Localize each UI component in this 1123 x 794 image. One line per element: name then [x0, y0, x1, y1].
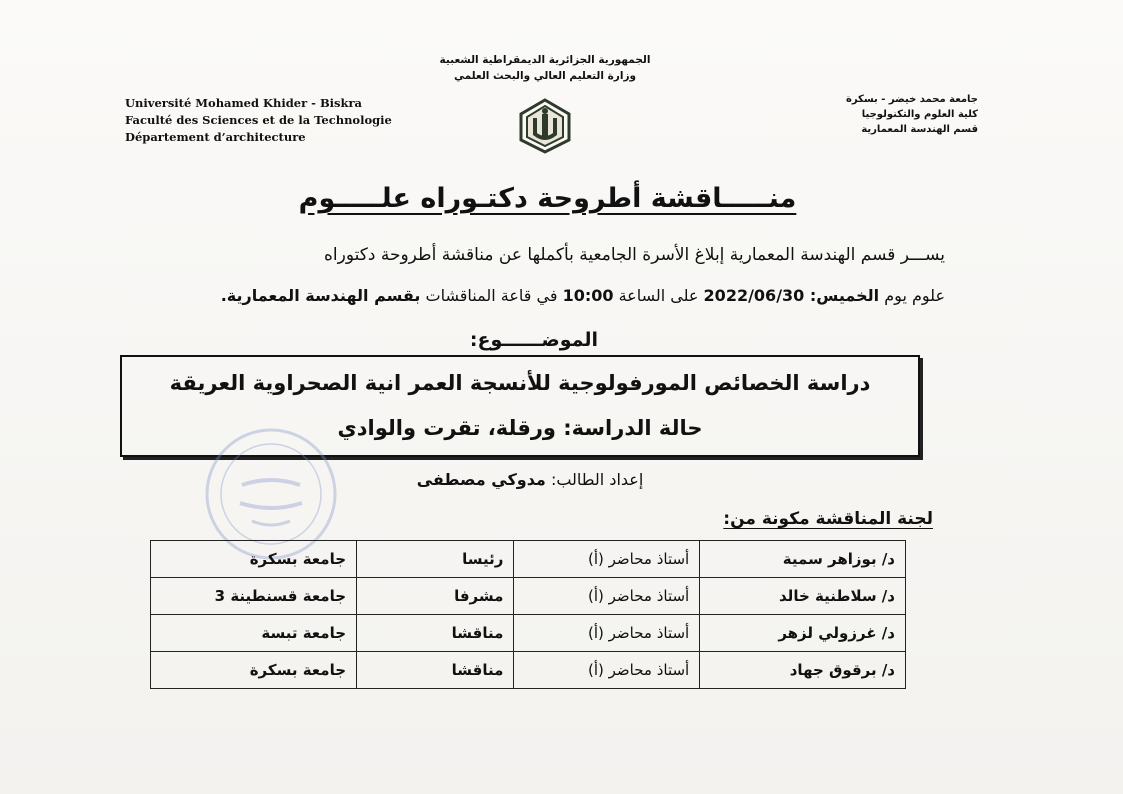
table-row	[151, 652, 906, 689]
intro-line-1: يســـر قسم الهندسة المعمارية إبلاغ الأسرة الجامعية بأكملها عن مناقشة أطروحة دكتوراه	[324, 245, 945, 265]
intro-text-a: علوم يوم	[884, 286, 945, 305]
member-rank: أستاذ محاضر (أ)	[514, 578, 700, 615]
university-name-ar: جامعة محمد خيضر - بسكرة	[845, 94, 978, 105]
member-role: رئيسا	[357, 541, 514, 578]
republic-header	[425, 52, 665, 84]
subject-case-study: حالة الدراسة: ورقلة، تقرت والوادي	[337, 416, 703, 440]
member-rank: أستاذ محاضر (أ)	[514, 652, 700, 689]
ministry-name: وزارة التعليم العالي والبحث العلمي	[453, 70, 637, 82]
intro-text-e: في قاعة المناقشات	[425, 286, 558, 305]
subject-label: الموضــــــوع:	[469, 329, 598, 351]
table-row	[151, 615, 906, 652]
student-line	[380, 468, 680, 492]
member-university: جامعة قسنطينة 3	[151, 578, 357, 615]
arabic-header	[758, 92, 978, 137]
defense-time: 10:00	[562, 286, 614, 305]
table-row	[151, 541, 906, 578]
member-rank: أستاذ محاضر (أ)	[514, 615, 700, 652]
defense-date: الخميس: 2022/06/30	[703, 286, 880, 305]
defense-location: بقسم الهندسة المعمارية.	[220, 286, 421, 305]
member-role: مناقشا	[357, 615, 514, 652]
intro-line-2	[145, 283, 945, 309]
university-name-fr: Université Mohamed Khider - Biskra	[125, 96, 362, 110]
member-name: د/ برقوق جهاد	[700, 652, 906, 689]
student-label: إعداد الطالب:	[550, 470, 644, 489]
committee-title: لجنة المناقشة مكونة من:	[723, 509, 933, 529]
member-university: جامعة بسكرة	[151, 541, 357, 578]
member-name: د/ بوزاهر سمية	[700, 541, 906, 578]
faculty-name-fr: Faculté des Sciences et de la Technologie	[125, 113, 392, 127]
intro-text-c: على الساعة	[618, 286, 699, 305]
member-rank: أستاذ محاضر (أ)	[514, 541, 700, 578]
member-university: جامعة بسكرة	[151, 652, 357, 689]
republic-name: الجمهورية الجزائرية الديمقراطية الشعبية	[439, 54, 651, 66]
member-name: د/ غرزولي لزهر	[700, 615, 906, 652]
member-role: مناقشا	[357, 652, 514, 689]
member-university: جامعة تبسة	[151, 615, 357, 652]
member-name: د/ سلاطنية خالد	[700, 578, 906, 615]
committee-table	[150, 540, 906, 689]
faculty-name-ar: كلية العلوم والتكنولوجيا	[861, 109, 978, 120]
table-row	[151, 578, 906, 615]
student-name: مدوكي مصطفى	[416, 470, 546, 489]
member-role: مشرفا	[357, 578, 514, 615]
subject-title: دراسة الخصائص المورفولوجية للأنسجة العمر انية الصحراوية العريقة	[169, 371, 871, 395]
university-logo-icon	[517, 98, 573, 154]
french-header	[125, 95, 425, 146]
department-name-fr: Département d’architecture	[125, 130, 306, 144]
department-name-ar: قسم الهندسة المعمارية	[861, 124, 978, 135]
page-title: منـــــاقشة أطروحة دكتـوراه علـــــوم	[298, 183, 797, 214]
